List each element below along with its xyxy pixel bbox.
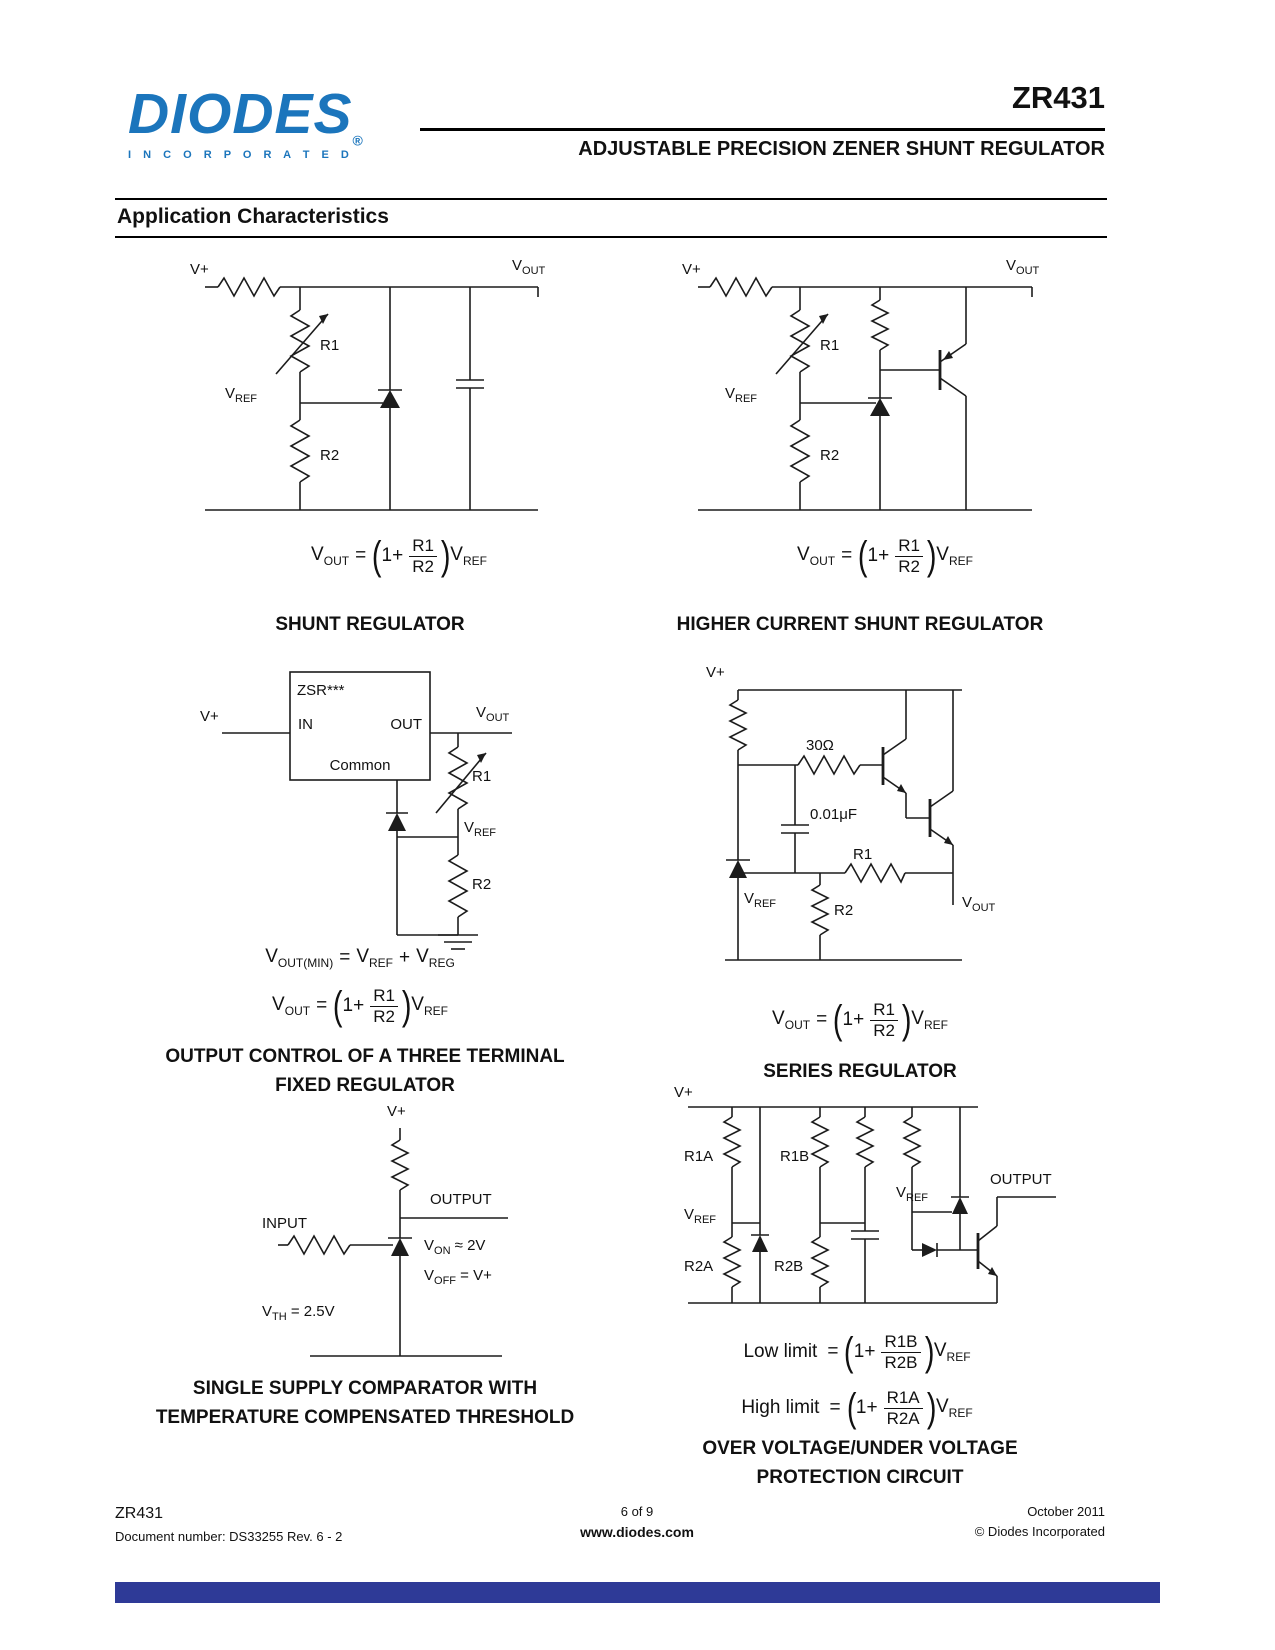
formula-3term-vout [210, 984, 510, 1029]
f-lhs: $V_{OUT}$ [797, 544, 836, 568]
diodes-logo [128, 82, 364, 162]
label-vref: $V_{REF}$ [725, 385, 758, 405]
label-r2: R2 [834, 902, 854, 919]
f-close-paren: ) [401, 984, 412, 1029]
resistor-base [872, 300, 888, 350]
resistor-ref [904, 1117, 920, 1167]
wires [725, 690, 962, 960]
label-r1: R1 [820, 337, 840, 354]
registered-mark: ® [352, 132, 364, 149]
f-term1: $V_{REF}$ [356, 946, 393, 970]
label-vout: $V_{OUT}$ [512, 257, 546, 277]
f-fraction: $\frac{R1}{R2}$ [409, 536, 437, 576]
resistor-30ohm [798, 756, 860, 774]
f-rhs: $V_{REF}$ [450, 544, 487, 568]
label-input: INPUT [262, 1215, 307, 1232]
resistor-r2 [791, 420, 809, 482]
f-oneplus: 1+ [867, 545, 890, 567]
f-eq: = [841, 545, 853, 567]
zener-zr431 [386, 813, 408, 831]
f-eq: = [316, 995, 328, 1017]
label-r1: R1 [472, 768, 492, 785]
f-fraction: $\frac{R1}{R2}$ [870, 1000, 898, 1040]
f-fraction: $\frac{R1}{R2}$ [895, 536, 923, 576]
title-higher-current-shunt: HIGHER CURRENT SHUNT REGULATOR [676, 614, 1044, 635]
footer-right [905, 1502, 1105, 1542]
resistor-series [710, 278, 772, 296]
f-term2: $V_{REG}$ [416, 946, 455, 970]
footer-website: www.diodes.com [580, 1524, 694, 1541]
label-in-pin: IN [298, 716, 313, 733]
f-oneplus: 1+ [853, 1341, 876, 1363]
footer-center [537, 1502, 737, 1544]
formula-shunt-vout [249, 534, 549, 579]
transistor-output [978, 1226, 997, 1276]
f-lhs: $V_{OUT(MIN)}$ [265, 946, 334, 970]
resistor-r2b [812, 1237, 828, 1287]
footer-doc-number: Document number: DS33255 Rev. 6 - 2 [115, 1528, 343, 1544]
title-comparator: SINGLE SUPPLY COMPARATOR WITH TEMPERATURE COMPENSATED THRESHOLD [155, 1378, 575, 1429]
label-common-pin: Common [329, 757, 391, 774]
resistor-filter [857, 1117, 873, 1167]
comparator-schematic [240, 1100, 540, 1370]
label-vout: $V_{OUT}$ [1006, 257, 1040, 277]
resistor-r2 [812, 885, 828, 935]
zener-zr431 [868, 398, 892, 416]
f-rhs: $V_{REF}$ [411, 994, 448, 1018]
f-label: Low limit [743, 1341, 818, 1363]
f-rhs: $V_{REF}$ [911, 1008, 948, 1032]
f-eq: = [355, 545, 367, 567]
label-r1: R1 [853, 846, 873, 863]
f-oneplus: 1+ [855, 1397, 878, 1419]
formula-high-limit [707, 1386, 1007, 1431]
f-close-paren: ) [440, 534, 451, 579]
footer-blue-bar [115, 1582, 1160, 1603]
label-von: $V_{ON} \approx 2V$ [424, 1237, 486, 1257]
f-lhs: $V_{OUT}$ [772, 1008, 811, 1032]
f-eq: = [829, 1397, 841, 1419]
part-number-title: ZR431 [1011, 80, 1105, 115]
label-r2: R2 [820, 447, 840, 464]
f-close-paren: ) [926, 1386, 937, 1431]
label-vplus: V+ [387, 1103, 406, 1120]
resistor-r1 [845, 864, 905, 882]
footer-part: ZR431 [115, 1505, 164, 1522]
f-oneplus: 1+ [381, 545, 404, 567]
label-r1a: R1A [684, 1148, 714, 1165]
formula-series-vout [710, 998, 1010, 1043]
diode [922, 1243, 937, 1257]
label-voff: $V_{OFF} = V+$ [424, 1267, 492, 1287]
f-eq: = [827, 1341, 839, 1363]
zener-zr431 [726, 860, 750, 878]
zener-zr431 [388, 1238, 412, 1256]
title-output-control: OUTPUT CONTROL OF A THREE TERMINAL FIXED REGULATOR [165, 1046, 565, 1097]
label-r2a: R2A [684, 1258, 714, 1275]
label-out-pin: OUT [390, 716, 422, 733]
label-r1: R1 [320, 337, 340, 354]
resistor-r1b [812, 1117, 828, 1167]
f-fraction: $\frac{R1A}{R2A}$ [884, 1388, 923, 1428]
f-eq: = [816, 1009, 828, 1031]
resistor-r2 [449, 855, 467, 917]
capacitor [456, 380, 484, 388]
formula-hc-shunt-vout [735, 534, 1035, 579]
title-protection-circuit: OVER VOLTAGE/UNDER VOLTAGE PROTECTION CIRCUIT [702, 1438, 1018, 1489]
resistor-pullup [392, 1140, 408, 1190]
header-subtitle: ADJUSTABLE PRECISION ZENER SHUNT REGULATOR [578, 138, 1105, 160]
formula-voutmin [210, 946, 510, 970]
zener-zr431 [378, 390, 402, 408]
wires [688, 1107, 1056, 1303]
label-vref: $V_{REF}$ [225, 385, 258, 405]
f-label: High limit [741, 1397, 820, 1419]
capacitor [851, 1231, 879, 1239]
section-title: Application Characteristics [115, 198, 1107, 238]
footer-page-number: 6 of 9 [620, 1504, 654, 1519]
label-vref: $V_{REF}$ [464, 819, 497, 839]
title-series-regulator: SERIES REGULATOR [763, 1061, 957, 1082]
series-regulator-schematic [640, 655, 1080, 985]
label-r2b: R2B [774, 1258, 804, 1275]
higher-current-shunt-regulator-schematic [640, 250, 1080, 530]
f-rhs: $V_{REF}$ [935, 1396, 973, 1420]
label-vth: $V_{TH} = 2.5V$ [262, 1303, 335, 1323]
f-rhs: $V_{REF}$ [933, 1340, 971, 1364]
zener-zr431-low [751, 1235, 769, 1252]
label-vplus: V+ [706, 664, 725, 681]
shunt-regulator-schematic [150, 250, 590, 530]
f-open-paren: ( [844, 1330, 854, 1375]
formula-low-limit [707, 1330, 1007, 1375]
label-vref-high: $V_{REF}$ [896, 1184, 929, 1204]
f-open-paren: ( [372, 534, 382, 579]
transistor-pnp [940, 344, 966, 396]
resistor-input [288, 1236, 350, 1254]
resistor-r2a [724, 1237, 740, 1287]
footer-date: October 2011 [1027, 1504, 1105, 1519]
f-rhs: $V_{REF}$ [936, 544, 973, 568]
label-001uf: 0.01μF [810, 806, 857, 823]
label-vout: $V_{OUT}$ [962, 894, 996, 914]
f-fraction: $\frac{R1}{R2}$ [370, 986, 398, 1026]
transistor-q2 [930, 791, 953, 845]
logo-wordmark: $DIODES_®$ [128, 82, 364, 149]
f-close-paren: ) [926, 534, 937, 579]
label-vplus: V+ [200, 708, 219, 725]
label-vref-low: $V_{REF}$ [684, 1206, 717, 1226]
header-rule [420, 128, 1105, 131]
label-r2: R2 [472, 876, 492, 893]
resistor-series [218, 278, 280, 296]
f-oneplus: 1+ [842, 1009, 865, 1031]
f-lhs: $V_{OUT}$ [311, 544, 350, 568]
protection-circuit-schematic [660, 1085, 1080, 1325]
f-open-paren: ( [833, 998, 843, 1043]
f-open-paren: ( [846, 1386, 857, 1431]
logo-incorporated: I N C O R P O R A T E D [128, 149, 354, 162]
zener-zr431-high [951, 1197, 969, 1214]
three-terminal-regulator-schematic [150, 655, 590, 965]
transistor-q1 [883, 739, 906, 793]
label-r2: R2 [320, 447, 340, 464]
footer-left [115, 1502, 435, 1547]
f-eq: = [339, 946, 351, 968]
resistor-r2 [291, 420, 309, 482]
capacitor-001uf [781, 825, 809, 833]
footer-copyright: © Diodes Incorporated [974, 1524, 1105, 1540]
f-fraction: $\frac{R1B}{R2B}$ [881, 1332, 920, 1372]
label-output: OUTPUT [430, 1191, 492, 1208]
f-close-paren: ) [924, 1330, 934, 1375]
f-oneplus: 1+ [342, 995, 365, 1017]
resistor-bias [730, 700, 746, 750]
f-close-paren: ) [901, 998, 912, 1043]
label-zsr: ZSR*** [297, 682, 345, 699]
label-vplus: V+ [682, 261, 701, 278]
label-30ohm: 30Ω [806, 737, 834, 754]
label-vref: $V_{REF}$ [744, 890, 777, 910]
title-shunt-regulator: SHUNT REGULATOR [275, 614, 465, 635]
label-output: OUTPUT [990, 1171, 1052, 1188]
f-plus: + [399, 946, 411, 968]
label-vplus: V+ [190, 261, 209, 278]
f-lhs: $V_{OUT}$ [272, 994, 311, 1018]
f-open-paren: ( [333, 984, 343, 1029]
resistor-r1a [724, 1117, 740, 1167]
label-vplus: V+ [674, 1085, 693, 1101]
f-open-paren: ( [858, 534, 868, 579]
label-vout: $V_{OUT}$ [476, 704, 510, 724]
label-r1b: R1B [780, 1148, 810, 1165]
